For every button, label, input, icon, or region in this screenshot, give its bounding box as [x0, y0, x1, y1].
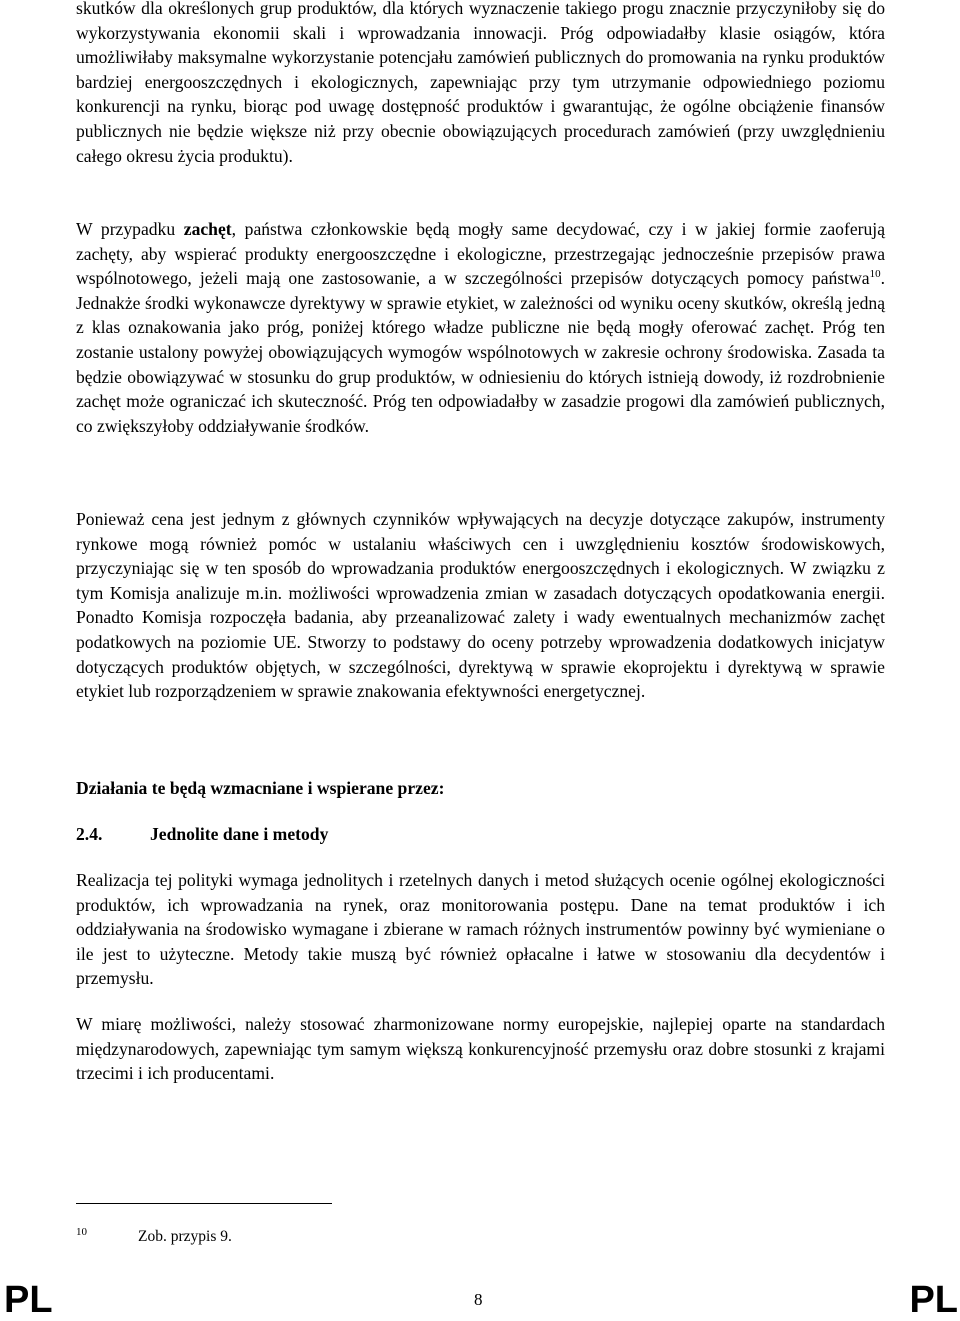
bold-term: zachęt — [183, 219, 232, 239]
paragraph-data-methods: Realizacja tej polityki wymaga jednolitych i rzetelnych danych i metod służących ocenie ogólnej ekologiczności produktów, ich wprowadzania na rynek, oraz monitorowania postępu. Dane na temat produktów i ich oddziaływania na środowisko wymagane i zbierane w ramach różnych instrumentów powinny być wymieniane o ile jest to użyteczne. Metody takie muszą być również opłacalne i łatwe w stosowaniu dla decydentów i przemysłu. — [76, 870, 885, 989]
text-span: , państwa członkowskie będą mogły same decydować, czy i w jakiej formie zaoferują zachęty, aby wspierać produkty energooszczędne i ekologiczne, przestrzegając jednocześnie przepisów prawa wspólnotowego, jeżeli mają one zastosowanie, a w szczególności przepisów dotyczących pomocy państwa — [76, 219, 886, 289]
paragraph-standards: W miarę możliwości, należy stosować zharmonizowane normy europejskie, najlepiej oparte na standardach międzynarodowych, zapewniając tym samym większą konkurencyjność przemysłu oraz dobre stosunki z krajami trzecimi i ich producentami. — [76, 1014, 885, 1084]
bold-heading: Działania te będą wzmacniane i wspierane przez: — [76, 778, 445, 798]
language-code-right: PL — [909, 1279, 958, 1321]
text-span: W przypadku — [76, 219, 184, 239]
paragraph-incentives — [76, 217, 885, 438]
paragraph-market-instruments: Ponieważ cena jest jednym z głównych czynników wpływających na decyzje dotyczące zakupów, instrumenty rynkowe mogą również pomóc w ustalaniu właściwych cen i uwzględnieniu kosztów środowiskowych, przyczyniając się w ten sposób do wprowadzania produktów energooszczędnych i ekologicznych. W związku z tym Komisja analizuje m.in. możliwości wprowadzenia zmian w zasadach dotyczących opodatkowania energii. Ponadto Komisja rozpoczęła badania, aby przeanalizować zalety i wady ewentualnych mechanizmów zachęt podatkowych na poziomie UE. Stworzy to podstawy do oceny potrzeby wprowadzenia dodatkowych inicjatyw dotyczących produktów objętych, w szczególności, dyrektywą w sprawie ekoprojektu i dyrektywą w sprawie etykiet lub rozporządzeniem w sprawie znakowania efektywności energetycznej. — [76, 509, 885, 702]
section-title: Jednolite dane i metody — [150, 824, 329, 844]
footnote-separator — [76, 1203, 332, 1204]
footnote-text: Zob. przypis 9. — [138, 1228, 232, 1245]
footnote-reference[interactable]: 10 — [869, 268, 881, 281]
page-number: 8 — [474, 1290, 483, 1309]
paragraph-continued: skutków dla określonych grup produktów, dla których wyznaczenie takiego progu znacznie przyczyniłoby się do wykorzystywania ekonomii skali i wprowadzania innowacji. Próg odpowiadałby klasie osiągów, która umożliwiłaby maksymalne wykorzystanie potencjału zamówień publicznych do promowania na rynku produktów bardziej energooszczędnych i ekologicznych, zapewniając przy tym utrzymanie odpowiedniego poziomu konkurencji na rynku, biorąc pod uwagę dostępność produktów i gwarantując, że ogólne obciążenie finansów publicznych nie będzie większe niż przy obecnie obowiązujących procedurach zamówień (przy uwzględnieniu całego okresu życia produktu). — [76, 0, 885, 166]
text-span: . Jednakże środki wykonawcze dyrektywy w sprawie etykiet, w zależności od wyniku oceny skutków, określą jedną z klas oznakowania jako próg, poniżej którego władze publiczne nie będą mogły oferować zachęt. Próg ten zostanie ustalony powyżej obowiązujących wymogów wspólnotowych w zakresie ochrony środowiska. Zasada ta będzie obowiązywać w stosunku do grup produktów, w odniesieniu do których istnieją dowody, iż rozdrobnienie zachęt może ograniczać ich skuteczność. Próg ten odpowiadałby w zasadzie progowi dla zamówień publicznych, co zwiększyłoby oddziaływanie środków. — [76, 268, 885, 436]
language-code-left: PL — [4, 1279, 53, 1321]
section-heading — [76, 822, 328, 846]
footnote-number: 10 — [76, 1226, 87, 1238]
page-footer — [0, 1280, 960, 1320]
section-number: 2.4. — [76, 824, 103, 844]
